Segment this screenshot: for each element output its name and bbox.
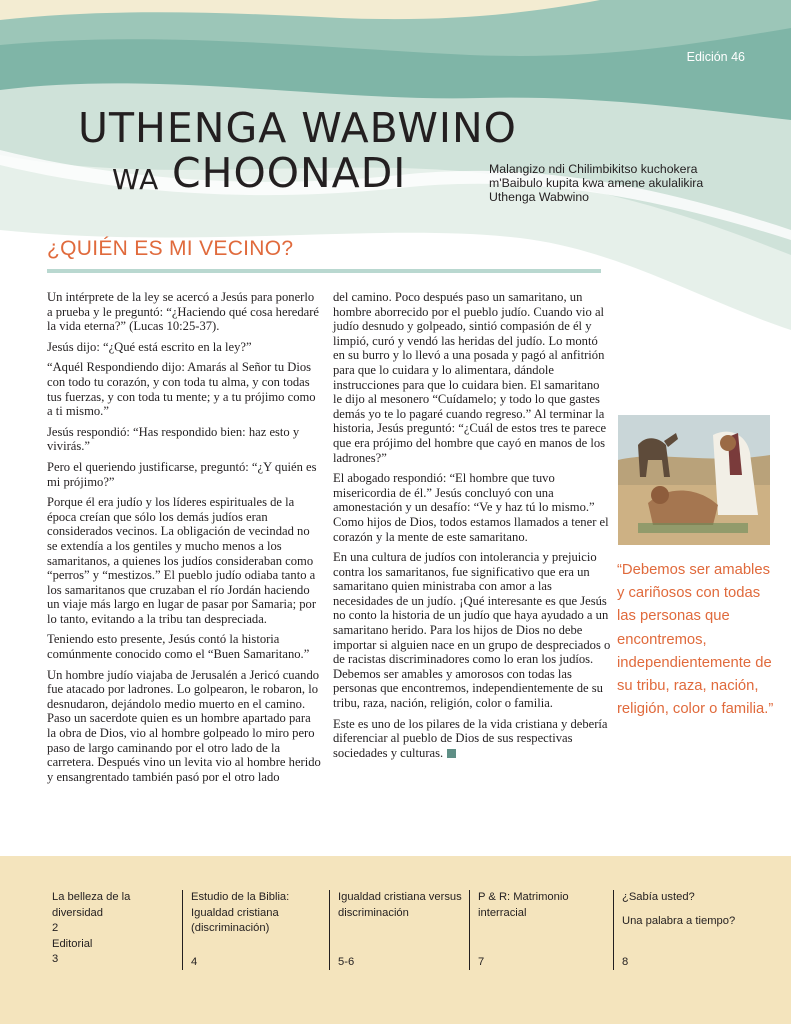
- paragraph-text: Este es uno de los pilares de la vida cristiana y debería diferenciar al pueblo de Dios de sus respectivas sociedades y culturas.: [333, 716, 608, 760]
- toc-title: P & R: Matrimonio interracial: [478, 891, 569, 919]
- toc-item[interactable]: [182, 890, 320, 970]
- toc-page: 8: [622, 955, 629, 968]
- paragraph: Un intérprete de la ley se acercó a Jesús para ponerlo a prueba y le preguntó: “¿Haciendo qué cosa heredaré la vida eterna?” (Lucas 10:25-37).: [47, 290, 320, 334]
- toc-item[interactable]: [329, 890, 465, 970]
- paragraph: Jesús dijo: “¿Qué está escrito en la ley?”: [47, 339, 252, 354]
- paragraph: Jesús respondió: “Has respondido bien: haz esto y vivirás.”: [47, 424, 300, 454]
- article-column-2: [333, 290, 611, 766]
- paragraph: Teniendo esto presente, Jesús contó la historia comúnmente conocido como el “Buen Samaritano.”: [47, 632, 310, 662]
- masthead-title-line1: UTHENGA WABWINO: [78, 104, 517, 152]
- toc-page: 5-6: [338, 955, 355, 968]
- toc-title-2: Una palabra a tiempo?: [622, 914, 736, 927]
- masthead-wa: WA: [112, 163, 160, 196]
- paragraph: En una cultura de judíos con intolerancia y prejuicio contra los samaritanos, fue significativo que era un samaritano quien ministraba con amor a las necesidades de un judío. ¡Qué interesante es que Jesús no conto la historia de un judío que haya ayudado a un samaritano herido. Para los hijos de Dios no debe importar si alguien nace en un grupo de despreciados o de racistas discriminadores como lo eran los judíos. Debemos ser amables y amorosos con todas las personas que encontremos, independientemente de su tribu, raza, nación, religión, color o familia.: [333, 550, 611, 711]
- toc-page: 4: [191, 955, 198, 968]
- toc-item[interactable]: [44, 890, 170, 970]
- toc-page-2: 3: [52, 953, 59, 965]
- title-divider: [47, 269, 601, 273]
- toc-title: Estudio de la Biblia: Igualdad cristiana (discriminación): [191, 891, 290, 934]
- paragraph: “Aquél Respondiendo dijo: Amarás al Señor tu Dios con todo tu corazón, y con toda tu alma, y con todas tus fuerzas, y con toda tu mente; y a tu prójimo como a ti mismo.”: [47, 360, 316, 419]
- paragraph: del camino. Poco después paso un samaritano, un hombre aborrecido por el pueblo judío. Cuando vio al judío desnudo y golpeado, sintió compasión de él y limpió, curó y vendó las heridas del judío. Lo montó en su burro y lo llevó a una posada y pagó al anfitrión para que lo cuidara y lo alimentara, dándole instrucciones para que lo cuidara bien. El samaritano le dijo al mesonero “Cuídamelo; y todo lo que gastes demás yo te lo pagaré cuando regreso.” Al terminar la historia, Jesús preguntó: “¿Cuál de estos tres te parece que era prójimo del hombre que cayó en manos de los ladrones?”: [333, 290, 607, 465]
- paragraph: El abogado respondió: “El hombre que tuvo misericordia de él.” Jesús concluyó con una amonestación y un desafío: “Ve y haz tú lo mismo.” Como hijos de Dios, todos estamos llamados a tener el corazón y la mente de este samaritano.: [333, 471, 609, 544]
- toc-title: La belleza de la diversidad: [52, 891, 131, 919]
- masthead-choonadi: CHOONADI: [172, 149, 407, 197]
- paragraph: Pero el queriendo justificarse, preguntó: “¿Y quién es mi prójimo?”: [47, 459, 317, 489]
- toc-page: 7: [478, 955, 485, 968]
- toc-item[interactable]: [469, 890, 609, 970]
- paragraph-last: [333, 717, 611, 761]
- masthead-subtitle: Malangizo ndi Chilimbikitso kuchokera m'Baibulo kupita kwa amene akulalikira Uthenga Wabwino: [489, 162, 704, 204]
- article-column-1: [47, 290, 322, 790]
- article-title: ¿QUIÉN ES MI VECINO?: [47, 237, 294, 260]
- toc-page: 2: [52, 922, 59, 934]
- toc-title: ¿Sabía usted?: [622, 891, 695, 903]
- end-of-article-mark: [447, 749, 456, 758]
- paragraph: Un hombre judío viajaba de Jerusalén a Jericó cuando fue atacado por ladrones. Lo golpearon, le robaron, lo desnudaron, dejándolo medio muerto en el camino. Paso un sacerdote quien es un hombre apartado para la obra de Dios, vio al hombre golpeado lo miro pero paso de largo caminando por el otro lado de la carretera. Después vino un levita vio al hombre herido y ensangrentado también pasó por el otro lado: [47, 667, 321, 784]
- table-of-contents: [0, 856, 791, 1024]
- toc-title: Igualdad cristiana versus discriminación: [338, 891, 462, 919]
- toc-title-2: Editorial: [52, 937, 93, 950]
- edition-number: Edición 46: [686, 50, 745, 64]
- paragraph: Porque él era judío y los líderes espirituales de la época creían que sólo los demás judíos eran considerados vecinos. La obligación de vecindad no se extendía a los gentiles y mucho menos a los samaritanos, a quienes los judíos consideraban como “perros” y “mestizos.” El pueblo judío odiaba tanto a los samaritanos que cruzaban el río Jordán haciendo un viaje más largo en lugar de pasar por Samaria; por lo tanto, evitando a la tribu tan despreciada.: [47, 495, 317, 626]
- toc-item[interactable]: [613, 890, 763, 970]
- pull-quote: “Debemos ser amables y cariñosos con todas las personas que encontremos, independientemente de su tribu, raza, nación, religión, color o familia.”: [617, 562, 774, 718]
- good-samaritan-illustration: [618, 415, 770, 545]
